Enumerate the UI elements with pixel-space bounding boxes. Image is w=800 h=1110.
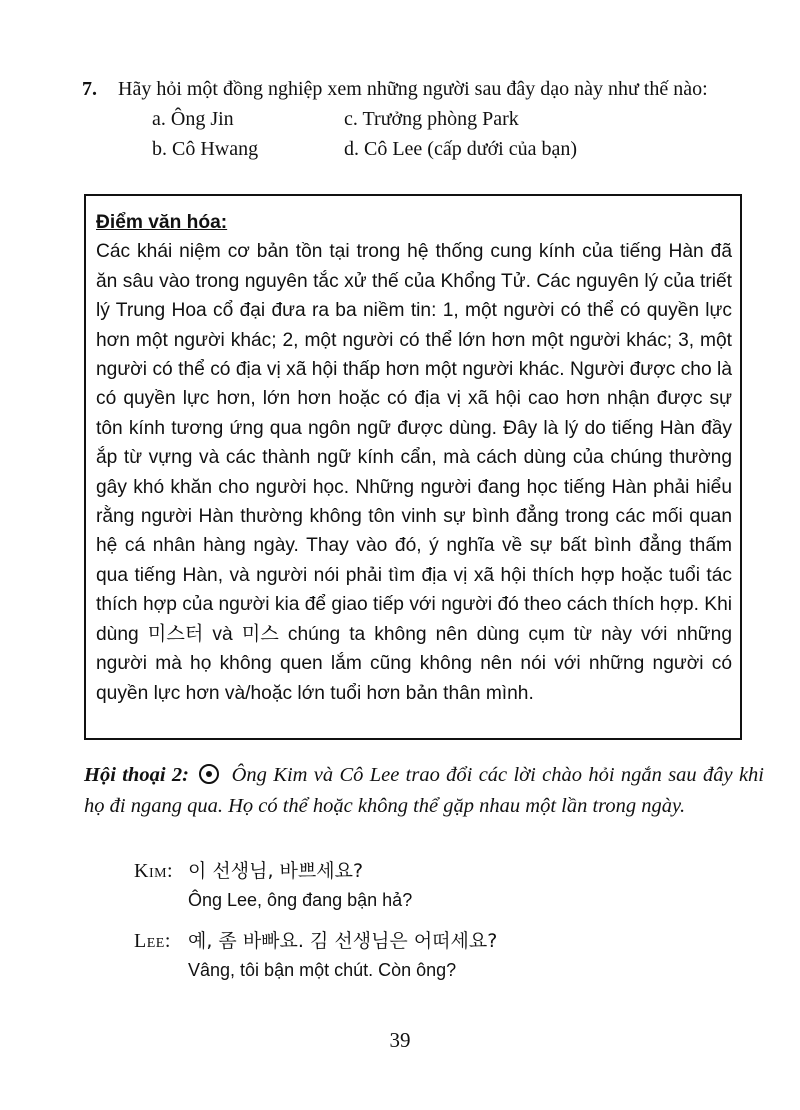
- page-number: 39: [389, 1028, 411, 1052]
- cd-audio-icon[interactable]: [199, 764, 219, 784]
- option-b: b. Cô Hwang: [152, 138, 259, 160]
- dialogue-2: [84, 760, 765, 980]
- culture-note-title: Điểm văn hóa:: [96, 212, 228, 233]
- translation-lee: Vâng, tôi bận một chút. Còn ông?: [188, 960, 457, 980]
- option-a: a. Ông Jin: [152, 108, 234, 130]
- exercise-prompt-line: [82, 74, 762, 104]
- option-c: c. Trưởng phòng Park: [344, 108, 519, 130]
- translation-kim: Ông Lee, ông đang bận hả?: [188, 890, 413, 910]
- exercise-number: 7.: [82, 78, 97, 100]
- option-d: d. Cô Lee (cấp dưới của bạn): [344, 138, 577, 160]
- culture-note-box: [84, 194, 742, 740]
- dialogue-header: [84, 760, 764, 822]
- speaker-lee: Lee:: [134, 930, 171, 952]
- exercise-7: [82, 74, 762, 160]
- culture-note-body: Các khái niệm cơ bản tồn tại trong hệ thống cung kính của tiếng Hàn đã ăn sâu vào trong nguyên tắc xử thế của Khổng Tử. Các nguyên lý của triết lý Trung Hoa cổ đại đưa ra ba niềm tin: 1, một người có thể có quyền lực hơn một người khác; 2, một người có thể lớn hơn một người khác; 3, một người có thể có địa vị xã hội thấp hơn một người khác. Người được cho là có quyền lực hơn, lớn hơn hoặc có địa vị xã hội cao hơn nhận được sự tôn kính tương ứng qua ngôn ngữ được dùng. Đây là lý do tiếng Hàn đầy ắp từ vựng và các thành ngữ kính cẩn, mà cách dùng của chúng thường gây khó khăn cho người học. Những người đang học tiếng Hàn phải hiểu rằng người Hàn thường không tôn vinh sự bình đẳng trong các mối quan hệ cá nhân hàng ngày. Thay vào đó, ý nghĩa về sự bất bình đẳng thấm qua tiếng Hàn, và người nói phải tìm địa vị xã hội thích hợp hoặc tuổi tác thích hợp của người kia để giao tiếp với người đó theo cách thích hợp. Khi dùng 미스터 và 미스 chúng ta không nên dùng cụm từ này với những người mà họ không quen lắm cũng không nên nói với những người có quyền lực hơn và/hoặc lớn tuổi hơn bản thân mình.: [96, 241, 732, 704]
- korean-line-lee: 예, 좀 바빠요. 김 선생님은 어떠세요?: [188, 930, 498, 952]
- exercise-prompt: Hãy hỏi một đồng nghiệp xem những người sau đây dạo này như thế nào:: [118, 78, 708, 100]
- dialogue-turn-kim: [134, 856, 412, 912]
- dialogue-intro: Ông Kim và Cô Lee trao đổi các lời chào hỏi ngắn sau đây khi họ đi ngang qua. Họ có thể hoặc không thể gặp nhau một lần trong ngày.: [84, 764, 765, 817]
- korean-line-kim: 이 선생님, 바쁘세요?: [188, 860, 364, 882]
- dialogue-label: Hội thoại 2:: [84, 764, 189, 786]
- dialogue-turn-lee: [134, 926, 497, 982]
- speaker-kim: Kim:: [134, 860, 174, 882]
